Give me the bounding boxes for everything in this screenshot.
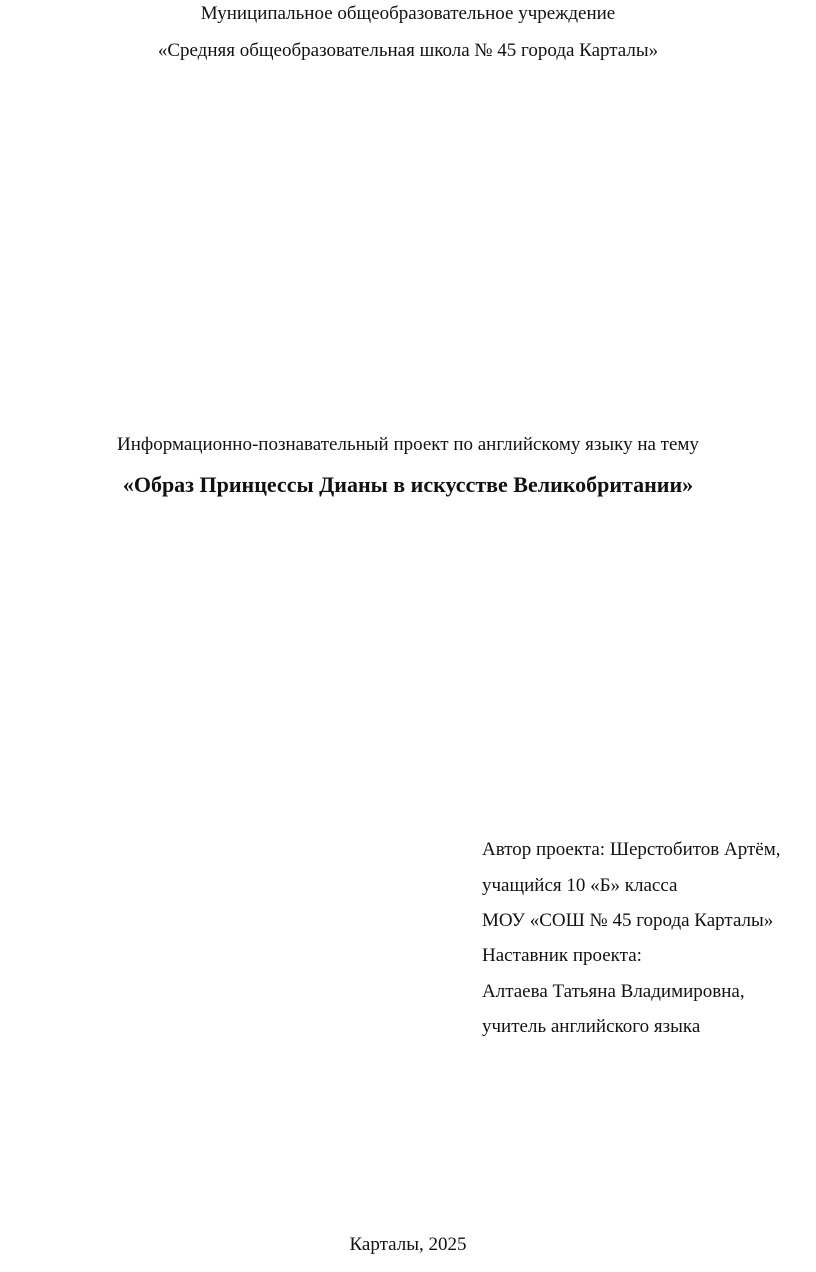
mentor-name-line: Алтаева Татьяна Владимировна, — [482, 981, 745, 1002]
author-school-line: МОУ «СОШ № 45 города Карталы» — [482, 910, 774, 931]
author-class-line: учащийся 10 «Б» класса — [482, 875, 678, 896]
institution-name-line-2: «Средняя общеобразовательная школа № 45 города Карталы» — [157, 40, 659, 61]
project-subtitle: Информационно-познавательный проект по английскому языку на тему — [117, 434, 699, 455]
mentor-position-line: учитель английского языка — [482, 1016, 701, 1037]
institution-name-line-1: Муниципальное общеобразовательное учреждение — [200, 3, 616, 24]
project-title: «Образ Принцессы Дианы в искусстве Великобритании» — [122, 472, 694, 497]
author-line: Автор проекта: Шерстобитов Артём, — [482, 839, 781, 860]
mentor-label-line: Наставник проекта: — [482, 945, 642, 966]
city-year: Карталы, 2025 — [349, 1234, 467, 1255]
